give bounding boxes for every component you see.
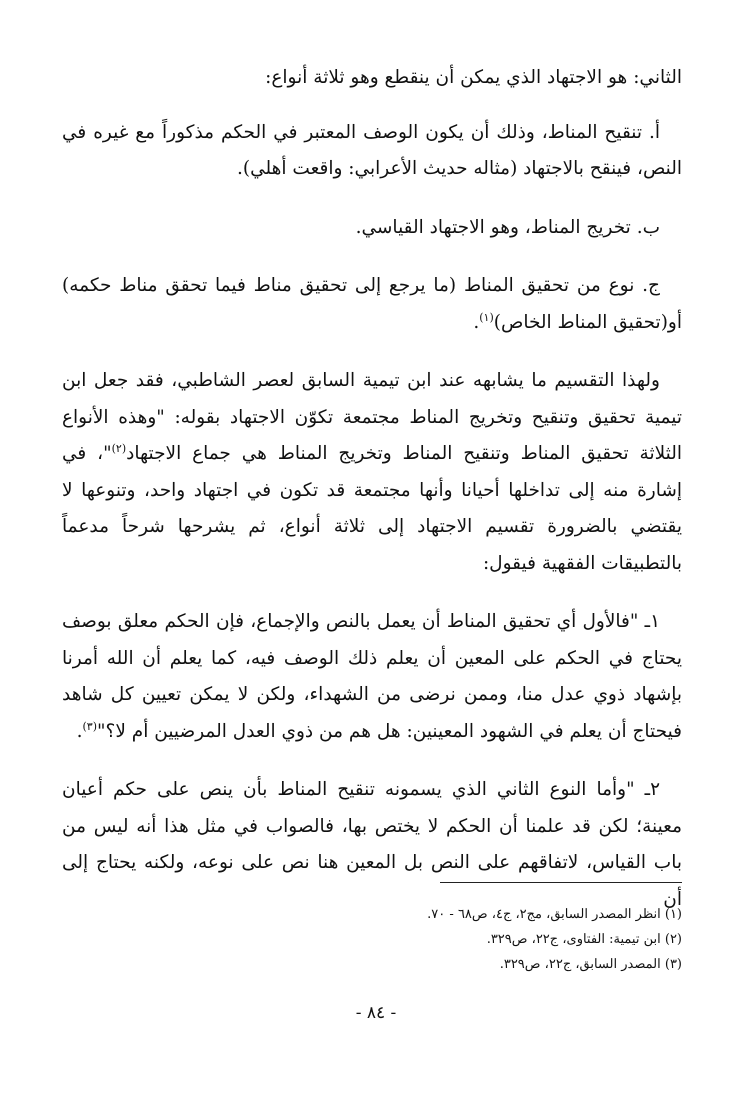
- footnote-item: (٢) ابن تيمية: الفتاوى، ج٢٢، ص٣٢٩.: [486, 932, 682, 947]
- paragraph-intro: [62, 60, 682, 97]
- footnote-ref-1[interactable]: (١): [479, 310, 494, 324]
- paragraph-ibn-taymiyya: [62, 363, 682, 582]
- paragraph-ibn-taymiyya-text: ولهذا التقسيم ما يشابهه عند ابن تيمية السابق لعصر الشاطبي، فقد جعل ابن تيمية تحقيق وتنقيح وتخريج المناط مجتمعة تكوّن الاجتهاد بقوله: "وهذه الأنواع الثلاثة تحقيق المناط وتنقيح المناط وتخريج المناط هي جماع الاجتهاد: [62, 370, 683, 464]
- main-text: [62, 60, 682, 940]
- footnote-item: (١) انظر المصدر السابق، مج٢، ج٤، ص٦٨ - ٧٠.: [427, 907, 682, 922]
- paragraph-item-c: [62, 268, 682, 341]
- paragraph-first-type: [62, 604, 682, 750]
- paragraph-second-type-text: ٢ـ "وأما النوع الثاني الذي يسمونه تنقيح المناط بأن ينص على حكم أعيان معينة؛ لكن قد علمنا أن الحكم لا يختص بها، فالصواب في مثل هذا أنه ليس من باب القياس، لاتفاقهم على النص بل المعين هنا نص على نوعه، ولكنه يحتاج إلى أن: [62, 779, 682, 910]
- page-number: - ٨٤ -: [355, 1003, 397, 1023]
- paragraph-item-c-text: ج. نوع من تحقيق المناط (ما يرجع إلى تحقيق مناط فيما تحقق مناط حكمه) أو(تحقيق المناط الخاص): [62, 275, 682, 333]
- paragraph-second-type: [62, 772, 682, 918]
- paragraph-ibn-taymiyya-end: "، في إشارة منه إلى تداخلها أحيانا وأنها مجتمعة قد تكون في اجتهاد واحد، وتنوعها لا يقتضي بالضرورة تقسيم الاجتهاد إلى ثلاثة أنواع، ثم يشرحها شرحاً مدعماً بالتطبيقات الفقهية فيقول:: [62, 443, 682, 574]
- footnote-item: (٣) المصدر السابق، ج٢٢، ص٣٢٩.: [499, 957, 682, 972]
- footnote-ref-2[interactable]: (٢): [111, 441, 127, 455]
- paragraph-item-c-end: .: [473, 311, 480, 333]
- paragraph-item-a: [62, 115, 682, 188]
- paragraph-item-a-text: أ. تنقيح المناط، وذلك أن يكون الوصف المعتبر في الحكم مذكوراً مع غيره في النص، فينقح بالاجتهاد (مثاله حديث الأعرابي: واقعت أهلي).: [62, 121, 682, 179]
- footnote-ref-3[interactable]: (٣): [82, 719, 98, 733]
- paragraph-first-type-end: .: [76, 720, 83, 742]
- paragraph-item-b: [62, 210, 682, 247]
- footnote-separator: [440, 882, 682, 883]
- paragraph-first-type-text: ١ـ "فالأول أي تحقيق المناط أن يعمل بالنص والإجماع، فإن الحكم معلق بوصف يحتاج في الحكم على المعين أن يعلم ذلك الوصف فيه، كما يعلم أن الله أمرنا بإشهاد ذوي عدل منا، وممن نرضى من الشهداء، ولكن لا يمكن تعيين كل شاهد فيحتاج أن يعلم في الشهود المعينين: هل هم من ذوي العدل المرضيين أم لا؟": [62, 611, 682, 742]
- paragraph-intro-text: الثاني: هو الاجتهاد الذي يمكن أن ينقطع وهو ثلاثة أنواع:: [265, 67, 682, 88]
- paragraph-item-b-text: ب. تخريج المناط، وهو الاجتهاد القياسي.: [355, 216, 660, 238]
- footnotes: [62, 902, 682, 977]
